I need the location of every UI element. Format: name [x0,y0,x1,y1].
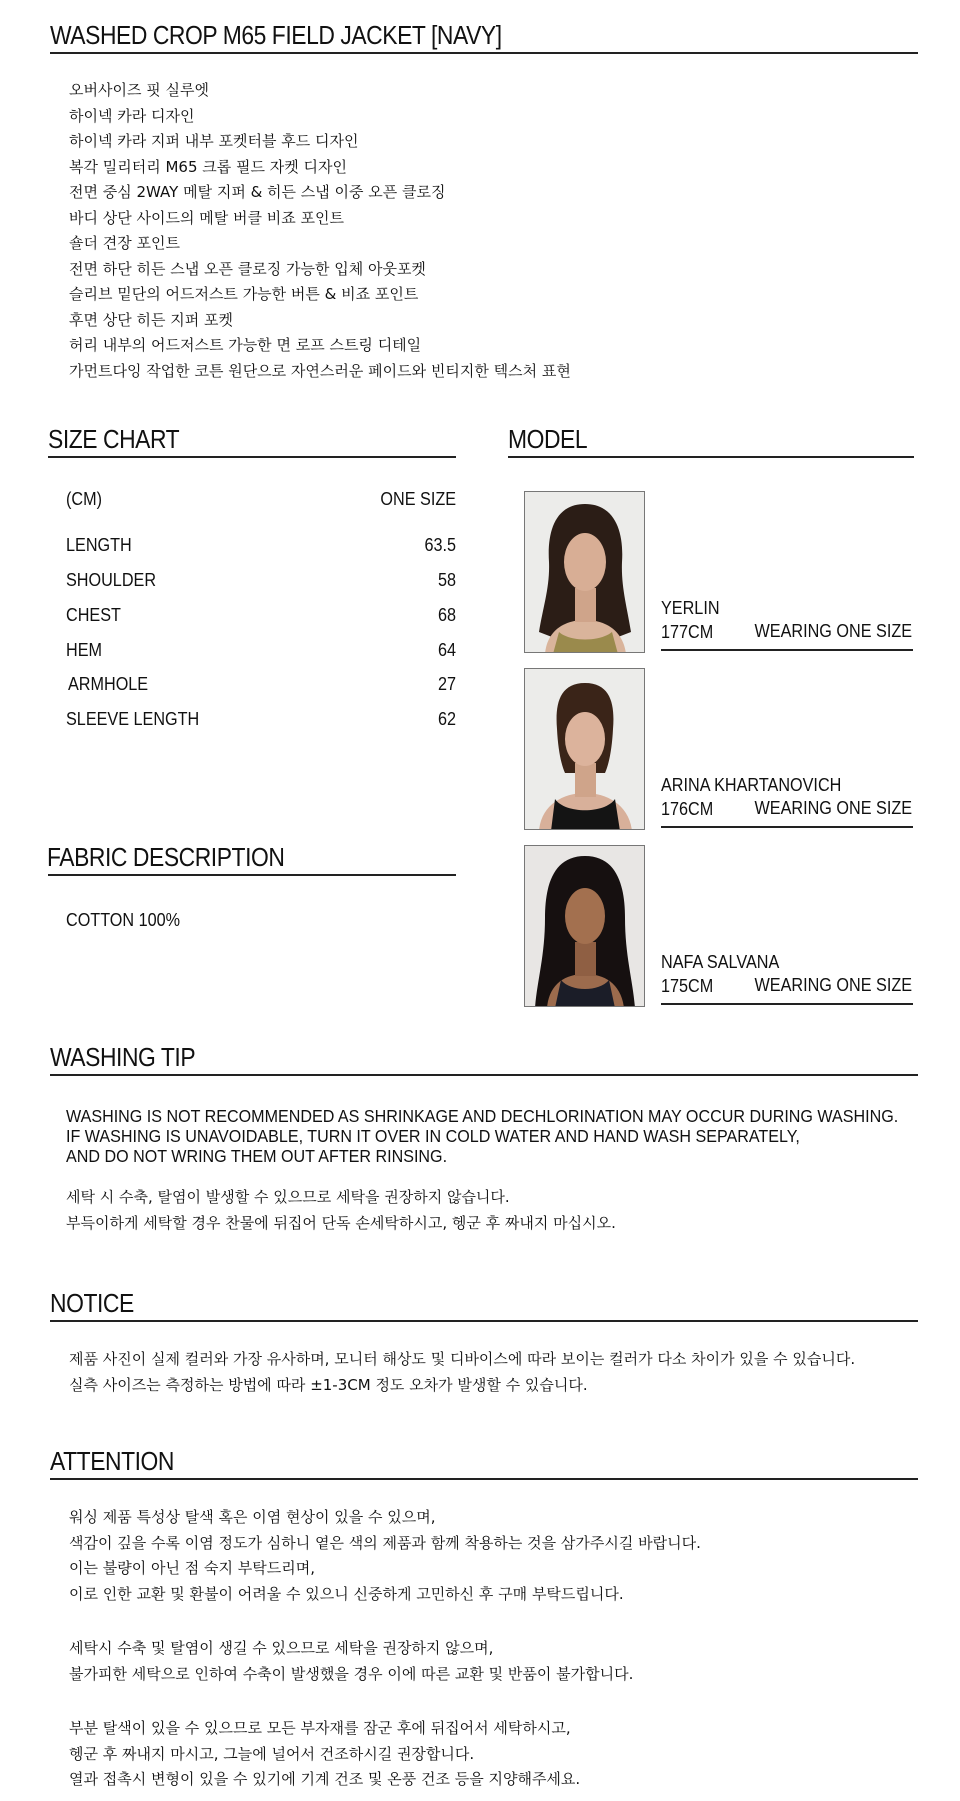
model-height: 175CM [661,976,714,996]
notice-divider [50,1320,918,1322]
washing-kr-line: 부득이하게 세탁할 경우 찬물에 뒤집어 단독 손세탁하시고, 헹군 후 짜내지 마십시오. [66,1213,616,1232]
notice-line: 실측 사이즈는 측정하는 방법에 따라 ±1-3CM 정도 오차가 발생할 수 있습니다. [69,1375,588,1394]
feature-item: 전면 하단 히든 스냅 오픈 클로징 가능한 입체 아웃포켓 [69,259,426,278]
feature-item: 오버사이즈 핏 실루엣 [69,81,209,99]
fabric-text: COTTON 100% [66,910,181,930]
attention-line: 이는 불량이 아닌 점 숙지 부탁드리며, [69,1559,315,1577]
size-row-label: LENGTH [66,535,132,555]
model-divider-line [661,649,913,651]
washing-title: WASHING TIP [50,1042,196,1072]
model-name: NAFA SALVANA [661,952,780,972]
attention-paragraph [69,1716,580,1793]
feature-list [69,78,571,384]
size-chart-header [66,489,456,513]
feature-item: 바디 상단 사이드의 메탈 버클 비죠 포인트 [69,208,344,227]
size-chart-title: SIZE CHART [48,424,180,454]
attention-paragraph [69,1636,633,1687]
notice-title: NOTICE [50,1288,134,1318]
attention-line: 색감이 깊을 수록 이염 정도가 심하니 옅은 색의 제품과 함께 착용하는 것을 삼가주시길 바랍니다. [69,1533,701,1552]
size-row-value: 68 [437,605,456,625]
feature-item: 가먼트다잉 작업한 코튼 원단으로 자연스러운 페이드와 빈티지한 텍스처 표현 [69,361,571,380]
attention-line: 세탁시 수축 및 탈염이 생길 수 있으므로 세탁을 권장하지 않으며, [69,1639,494,1657]
feature-item: 숄더 견장 포인트 [69,234,180,252]
unit-label: (CM) [66,489,102,509]
feature-item: 하이넥 카라 지퍼 내부 포켓터블 후드 디자인 [69,132,359,150]
size-row-value: 58 [437,570,456,590]
size-chart-divider [48,456,456,458]
product-title: WASHED CROP M65 FIELD JACKET [NAVY] [50,20,502,50]
model-height: 176CM [661,799,714,819]
attention-line: 부분 탈색이 있을 수 있으므로 모든 부자재를 잠군 후에 뒤집어서 세탁하시고, [69,1719,571,1737]
feature-item: 하이넥 카라 디자인 [69,106,195,125]
size-row [66,674,456,698]
model-name: YERLIN [661,598,720,618]
size-row-label: SHOULDER [66,570,157,590]
feature-item: 복각 밀리터리 M65 크롭 필드 자켓 디자인 [69,157,347,176]
model-divider-line [661,1003,913,1005]
fabric-divider [48,874,456,876]
model-height: 177CM [661,622,714,642]
attention-line: 열과 접촉시 변형이 있을 수 있기에 기계 건조 및 온풍 건조 등을 지양해주세요. [69,1770,581,1788]
attention-title: ATTENTION [50,1446,174,1476]
title-divider [50,52,918,54]
attention-line: 이로 인한 교환 및 환불이 어려울 수 있으니 신중하게 고민하신 후 구매 부탁드립니다. [69,1584,624,1603]
washing-en-line: IF WASHING IS UNAVOIDABLE, TURN IT OVER IN COLD WATER AND HAND WASH SEPARATELY, [66,1126,800,1146]
size-row [66,570,456,594]
washing-en-line: AND DO NOT WRING THEM OUT AFTER RINSING. [66,1146,448,1166]
size-row [66,605,456,629]
size-row [66,640,456,664]
washing-divider [50,1074,918,1076]
feature-item: 후면 상단 히든 지퍼 포켓 [69,310,233,329]
feature-item: 전면 중심 2WAY 메탈 지퍼 & 히든 스냅 이중 오픈 클로징 [69,183,446,201]
model-divider-line [661,826,913,828]
size-row-value: 62 [437,709,456,729]
model-photo [524,668,645,830]
feature-item: 슬리브 밑단의 어드저스트 가능한 버튼 & 비죠 포인트 [69,285,419,303]
size-row-label: HEM [66,640,102,660]
model-divider [508,456,914,458]
size-row-value: 64 [437,640,456,660]
size-label: ONE SIZE [380,489,456,509]
model-wearing: WEARING ONE SIZE [754,621,912,641]
washing-text-kr [66,1185,616,1236]
model-wearing: WEARING ONE SIZE [754,975,912,995]
fabric-title: FABRIC DESCRIPTION [47,842,285,872]
model-title: MODEL [508,424,588,454]
model-wearing: WEARING ONE SIZE [754,798,912,818]
attention-line: 불가피한 세탁으로 인하여 수축이 발생했을 경우 이에 따른 교환 및 반품이 불가합니다. [69,1664,634,1683]
notice-text [69,1347,855,1398]
size-row-value: 27 [437,674,456,694]
size-row-label: SLEEVE LENGTH [66,709,200,729]
model-photo [524,845,645,1007]
attention-paragraph [69,1505,701,1607]
size-row-label: CHEST [66,605,121,625]
washing-text-en [66,1106,898,1166]
attention-line: 헹군 후 짜내지 마시고, 그늘에 널어서 건조하시길 권장합니다. [69,1744,475,1763]
size-row [66,535,456,559]
size-row-label: ARMHOLE [68,674,149,694]
washing-kr-line: 세탁 시 수축, 탈염이 발생할 수 있으므로 세탁을 권장하지 않습니다. [66,1188,510,1206]
size-row-value: 63.5 [424,535,456,555]
attention-divider [50,1478,918,1480]
washing-en-line: WASHING IS NOT RECOMMENDED AS SHRINKAGE AND DECHLORINATION MAY OCCUR DURING WASHING. [66,1106,899,1126]
model-name: ARINA KHARTANOVICH [661,775,842,795]
model-photo [524,491,645,653]
size-row [66,709,456,733]
feature-item: 허리 내부의 어드저스트 가능한 면 로프 스트링 디테일 [69,336,422,354]
attention-line: 워싱 제품 특성상 탈색 혹은 이염 현상이 있을 수 있으며, [69,1508,436,1526]
notice-line: 제품 사진이 실제 컬러와 가장 유사하며, 모니터 해상도 및 디바이스에 따라 보이는 컬러가 다소 차이가 있을 수 있습니다. [69,1350,856,1368]
